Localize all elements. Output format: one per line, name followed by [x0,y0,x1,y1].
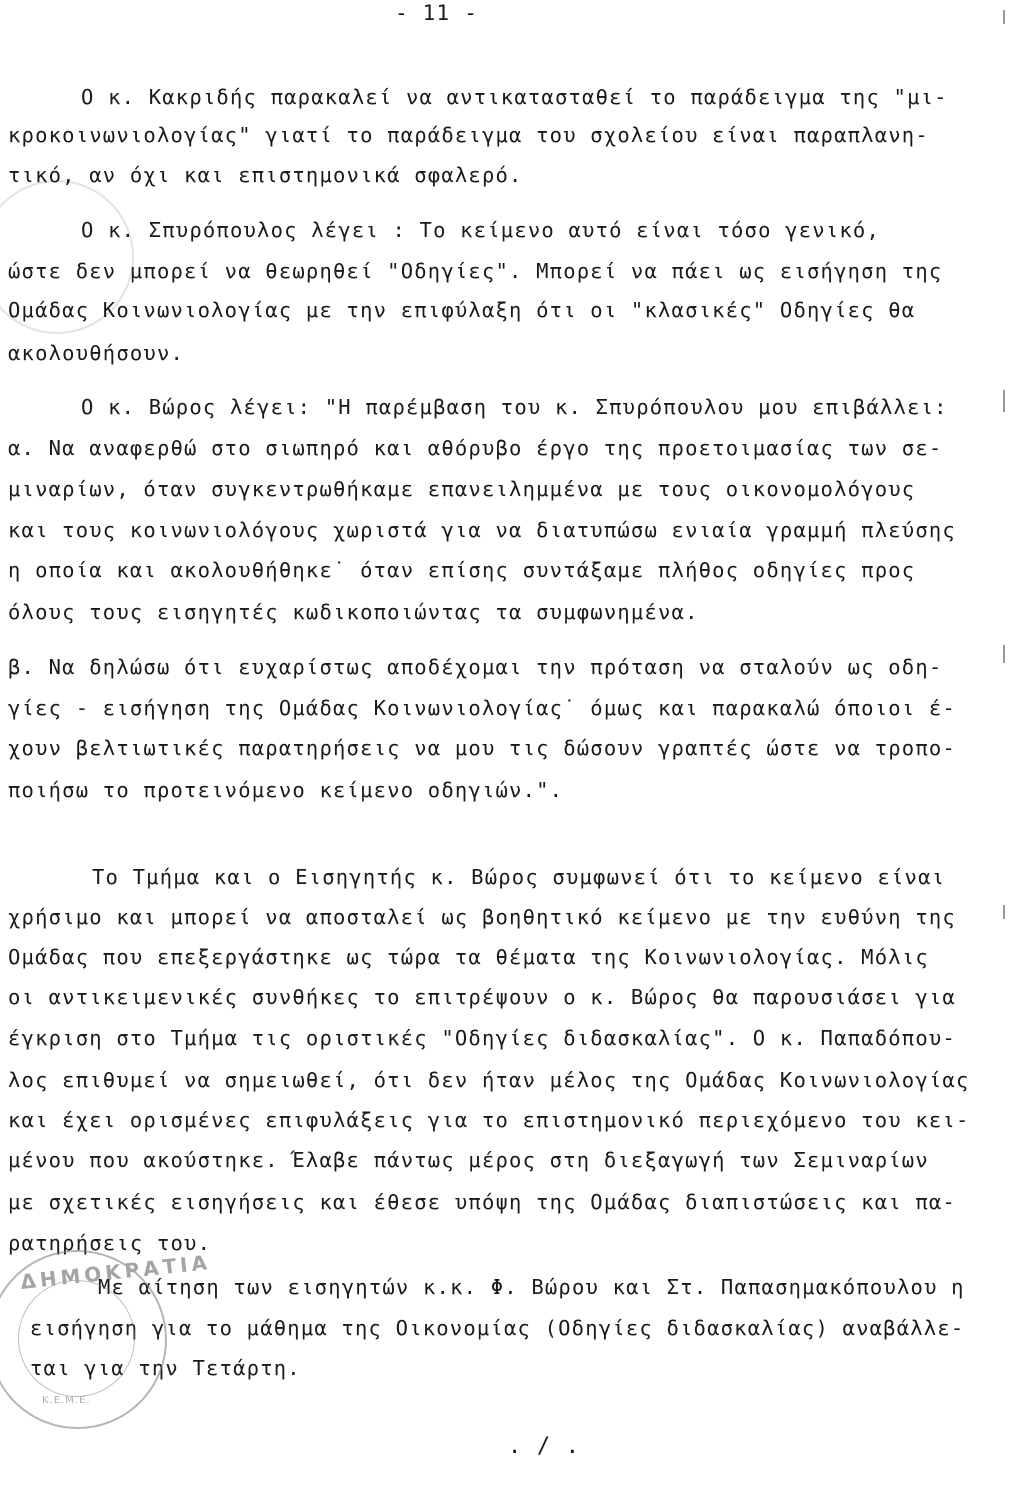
text-line: Με αίτηση των εισηγητών κ.κ. Φ. Βώρου και Στ. Παπασημακόπουλου η [98,1275,965,1299]
text-line: εισήγηση για το μάθημα της Οικονομίας (Οδηγίες διδασκαλίας) αναβάλλε- [30,1316,965,1340]
text-line: Ομάδας Κοινωνιολογίας με την επιφύλαξη ότι οι "κλασικές" Οδηγίες θα [8,298,916,322]
text-line: λος επιθυμεί να σημειωθεί, ότι δεν ήταν μέλος της Ομάδας Κοινωνιολογίας [8,1068,970,1092]
text-line: Ο κ. Σπυρόπουλος λέγει : Το κείμενο αυτό είναι τόσο γενικό, [81,218,880,242]
text-line: ακολουθήσουν. [8,341,185,365]
scan-artifact [1003,10,1005,24]
text-line: και τους κοινωνιολόγους χωριστά για να διατυπώσω ενιαία γραμμή πλεύσης [8,518,956,542]
text-line: όλους τους εισηγητές κωδικοποιώντας τα συμφωνημένα. [8,600,699,624]
scan-artifact [1003,390,1005,412]
text-line: και έχει ορισμένες επιφυλάξεις για το επιστημονικό περιεχόμενο του κει- [8,1108,970,1132]
text-line: οι αντικειμενικές συνθήκες το επιτρέψουν ο κ. Βώρος θα παρουσιάσει για [8,985,956,1009]
text-line: ται για την Τετάρτη. [30,1356,301,1380]
text-line: β. Να δηλώσω ότι ευχαρίστως αποδέχομαι την πρόταση να σταλούν ως οδη- [8,655,943,679]
text-line: ρατηρήσεις του. [8,1231,212,1255]
text-line: Ο κ. Κακριδής παρακαλεί να αντικατασταθεί το παράδειγμα της "μι- [81,85,948,109]
scan-artifact [1003,645,1005,663]
continuation-mark: . / . [508,1434,581,1459]
text-line: η οποία και ακολουθήθηκε˙ όταν επίσης συντάξαμε πλήθος οδηγίες προς [8,558,916,582]
stamp-subtext: Κ.Ε.Μ.Ε. [42,1395,91,1406]
scan-artifact [1003,905,1005,919]
text-line: ώστε δεν μπορεί να θεωρηθεί "Οδηγίες". Μπορεί να πάει ως εισήγηση της [8,259,943,283]
official-stamp [0,1250,213,1429]
text-line: τικό, αν όχι και επιστημονικά σφαλερό. [8,163,523,187]
text-line: έγκριση στο Τμήμα τις οριστικές "Οδηγίες διδασκαλίας". Ο κ. Παπαδόπου- [8,1026,956,1050]
text-line: γίες - εισήγηση της Ομάδας Κοινωνιολογίας˙ όμως και παρακαλώ όποιοι έ- [8,696,956,720]
text-line: Το Τμήμα και ο Εισηγητής κ. Βώρος συμφωνεί ότι το κείμενο είναι [92,865,946,889]
text-line: Ομάδας που επεξεργάστηκε ως τώρα τα θέματα της Κοινωνιολογίας. Μόλις [8,945,929,969]
text-line: μένου που ακούστηκε. Έλαβε πάντως μέρος στη διεξαγωγή των Σεμιναρίων [8,1148,929,1172]
stamp-inner-ring [18,1280,135,1397]
stamp-text: ΔΗΜΟΚΡΑΤΙΑ [19,1250,213,1294]
text-line: χρήσιμο και μπορεί να αποσταλεί ως βοηθητικό κείμενο με την ευθύνη της [8,905,956,929]
text-line: Ο κ. Βώρος λέγει: "Η παρέμβαση του κ. Σπυρόπουλου μου επιβάλλει: [81,395,948,419]
page-number: - 11 - [395,1,479,25]
text-line: κροκοινωνιολογίας" γιατί το παράδειγμα του σχολείου είναι παραπλανη- [8,123,929,147]
text-line: χουν βελτιωτικές παρατηρήσεις να μου τις δώσουν γραπτές ώστε να τροπο- [8,736,956,760]
text-line: α. Να αναφερθώ στο σιωπηρό και αθόρυβο έργο της προετοιμασίας των σε- [8,436,943,460]
text-line: ποιήσω το προτεινόμενο κείμενο οδηγιών.". [8,778,564,802]
text-line: με σχετικές εισηγήσεις και έθεσε υπόψη της Ομάδας διαπιστώσεις και πα- [8,1190,956,1214]
text-line: μιναρίων, όταν συγκεντρωθήκαμε επανειλημμένα με τους οικονομολόγους [8,477,916,501]
